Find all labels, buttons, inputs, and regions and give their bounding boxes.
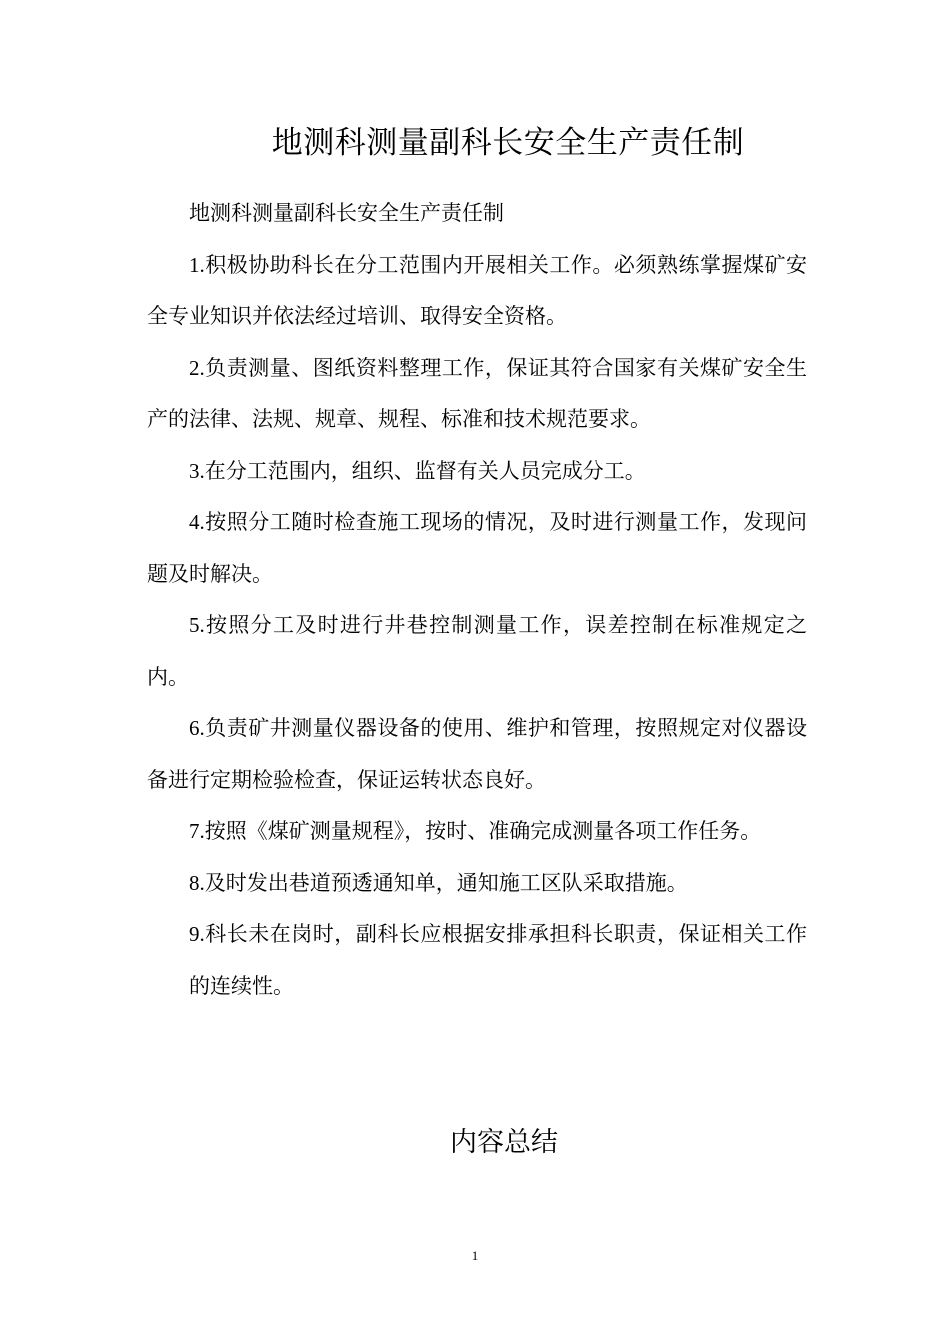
document-body	[147, 188, 807, 1012]
list-item	[147, 600, 807, 703]
item-text: 按照分工及时进行井巷控制测量工作，误差控制在标准规定之内。	[147, 613, 807, 689]
list-item	[147, 497, 807, 600]
item-number: 7.	[189, 819, 205, 843]
item-text: 按照《煤矿测量规程》，按时、准确完成测量各项工作任务。	[204, 819, 762, 843]
item-text: 按照分工随时检查施工现场的情况，及时进行测量工作，发现问题及时解决。	[147, 510, 807, 586]
document-subtitle: 地测科测量副科长安全生产责任制	[189, 201, 504, 225]
item-number: 4.	[189, 510, 205, 534]
item-text: 及时发出巷道预透通知单，通知施工区队采取措施。	[204, 870, 688, 895]
item-text: 科长未在岗时，副科长应根据安排承担科长职责，保证相关工作的连续性。	[189, 922, 807, 998]
item-number: 9.	[189, 922, 205, 946]
item-number: 6.	[189, 716, 205, 740]
item-number: 3.	[189, 458, 205, 483]
item-number: 8.	[189, 870, 205, 895]
summary-heading: 内容总结	[450, 1127, 558, 1158]
list-item	[147, 343, 807, 446]
item-number: 5.	[189, 613, 205, 637]
item-number: 2.	[189, 355, 205, 380]
item-text: 负责矿井测量仪器设备的使用、维护和管理，按照规定对仪器设备进行定期检验检查，保证运转状态良好。	[147, 716, 807, 792]
list-item	[147, 909, 807, 1012]
list-item	[147, 858, 807, 910]
item-text: 在分工范围内，组织、监督有关人员完成分工。	[204, 458, 646, 483]
item-text: 积极协助科长在分工范围内开展相关工作。必须熟练掌握煤矿安全专业知识并依法经过培训、取得安全资格。	[147, 252, 807, 328]
item-number: 1.	[189, 252, 205, 277]
list-item	[147, 446, 807, 498]
list-item	[147, 806, 807, 858]
item-text: 负责测量、图纸资料整理工作，保证其符合国家有关煤矿安全生产的法律、法规、规章、规程、标准和技术规范要求。	[147, 355, 807, 431]
list-item	[147, 240, 807, 343]
list-item	[147, 703, 807, 806]
page-number: 1	[471, 1248, 479, 1263]
document-title: 地测科测量副科长安全生产责任制	[271, 125, 745, 161]
